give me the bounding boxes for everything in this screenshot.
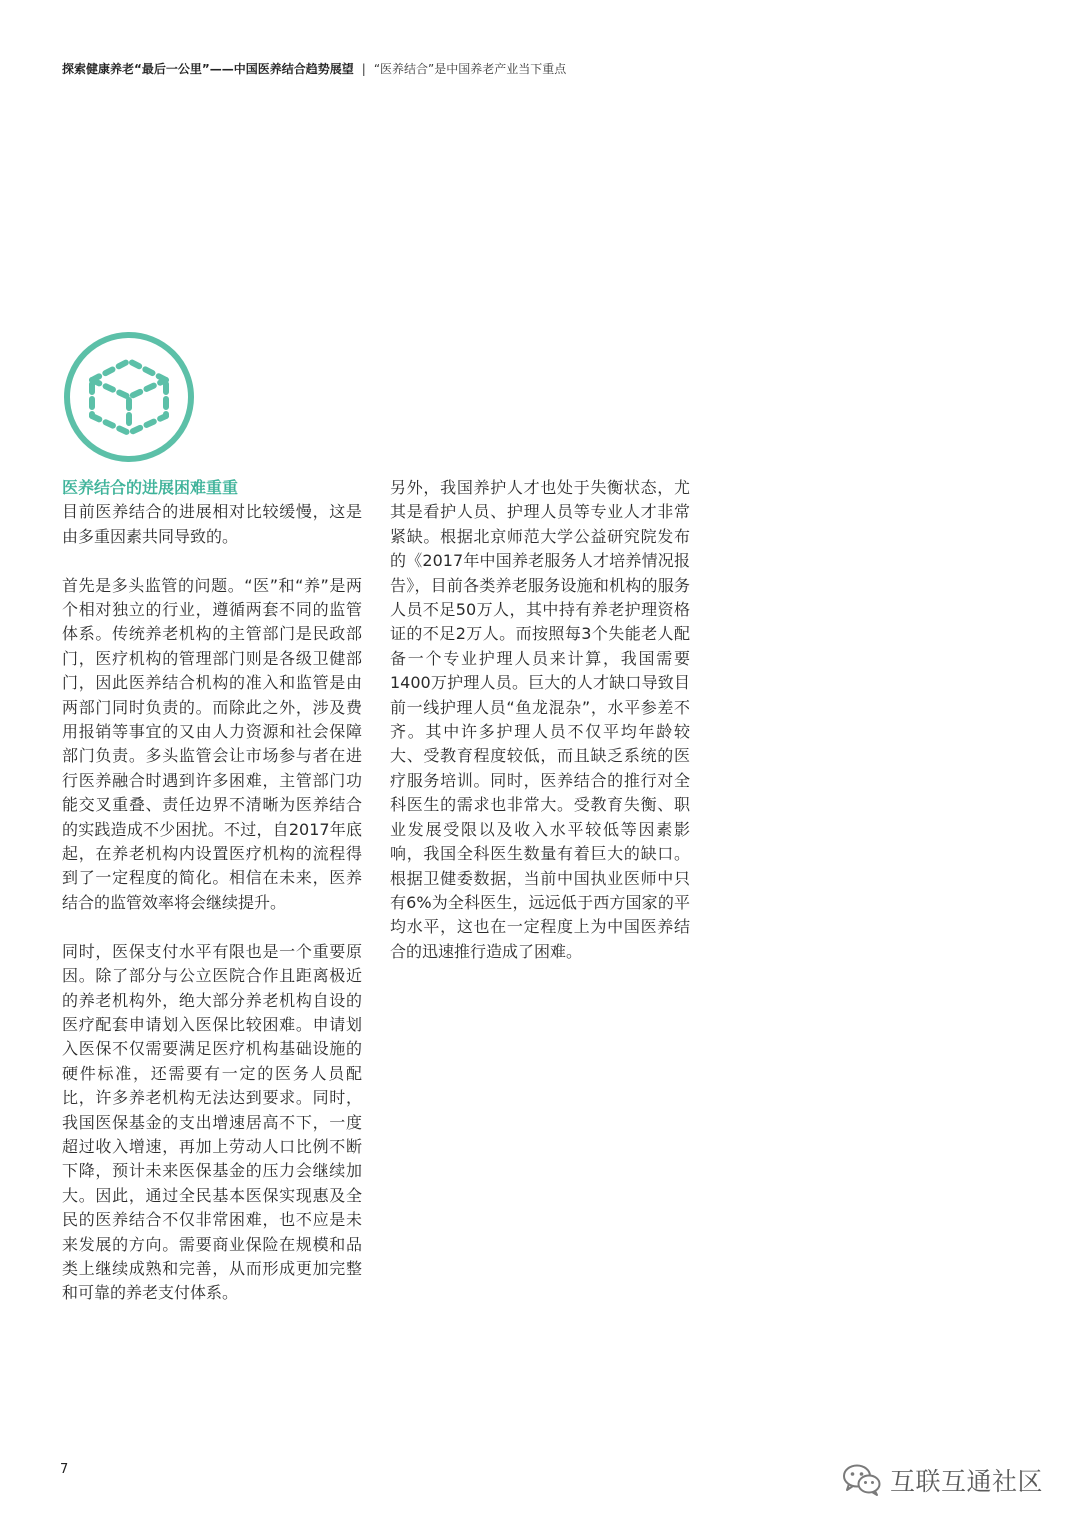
- header-separator: |: [361, 62, 366, 76]
- section-heading: 医养结合的进展困难重重: [62, 478, 239, 497]
- cube-icon: [62, 330, 196, 464]
- intro-paragraph: 目前医养结合的进展相对比较缓慢，这是由多重因素共同导致的。: [62, 502, 362, 546]
- section-title: “医养结合”是中国养老产业当下重点: [373, 62, 567, 76]
- wechat-icon: [842, 1463, 882, 1497]
- watermark-text: 互联互通社区: [890, 1467, 1044, 1496]
- left-column: [62, 476, 362, 1306]
- body-paragraph: 同时，医保支付水平有限也是一个重要原因。除了部分与公立医院合作且距离极近的养老机构外，绝大部分养老机构自设的医疗配套申请划入医保比较困难。申请划入医保不仅需要满足医疗机构基础设施的硬件标准，还需要有一定的医务人员配比，许多养老机构无法达到要求。同时，我国医保基金的支出增速居高不下，一度超过收入增速，再加上劳动人口比例不断下降，预计未来医保基金的压力会继续加大。因此，通过全民基本医保实现惠及全民的医养结合不仅非常困难，也不应是未来发展的方向。需要商业保险在规模和品类上继续成熟和完善，从而形成更加完整和可靠的养老支付体系。: [62, 941, 362, 1303]
- page-header: [62, 60, 1022, 78]
- body-paragraph: 另外，我国养护人才也处于失衡状态，尤其是看护人员、护理人员等专业人才非常紧缺。根据北京师范大学公益研究院发布的《2017年中国养老服务人才培养情况报告》，目前各类养老服务设施和机构的服务人员不足50万人，其中持有养老护理资格证的不足2万人。而按照每3个失能老人配备一个专业护理人员来计算，我国需要1400万护理人员。巨大的人才缺口导致目前一线护理人员“鱼龙混杂”，水平参差不齐。其中许多护理人员不仅平均年龄较大、受教育程度较低，而且缺乏系统的医疗服务培训。同时，医养结合的推行对全科医生的需求也非常大。受教育失衡、职业发展受限以及收入水平较低等因素影响，我国全科医生数量有着巨大的缺口。根据卫健委数据，当前中国执业医师中只有6%为全科医生，远远低于西方国家的平均水平，这也在一定程度上为中国医养结合的迅速推行造成了困难。: [390, 478, 690, 961]
- report-title: 探索健康养老“最后一公里”——中国医养结合趋势展望: [62, 62, 354, 76]
- right-column: [390, 476, 690, 964]
- body-paragraph: 首先是多头监管的问题。“医”和“养”是两个相对独立的行业，遵循两套不同的监管体系。传统养老机构的主管部门是民政部门，医疗机构的管理部门则是各级卫健部门，因此医养结合机构的准入和监管是由两部门同时负责的。而除此之外，涉及费用报销等事宜的又由人力资源和社会保障部门负责。多头监管会让市场参与者在进行医养融合时遇到许多困难，主管部门功能交叉重叠、责任边界不清晰为医养结合的实践造成不少困扰。不过，自2017年底起，在养老机构内设置医疗机构的流程得到了一定程度的简化。相信在未来，医养结合的监管效率将会继续提升。: [62, 575, 362, 912]
- watermark: [842, 1462, 1043, 1498]
- page-number: 7: [60, 1462, 69, 1477]
